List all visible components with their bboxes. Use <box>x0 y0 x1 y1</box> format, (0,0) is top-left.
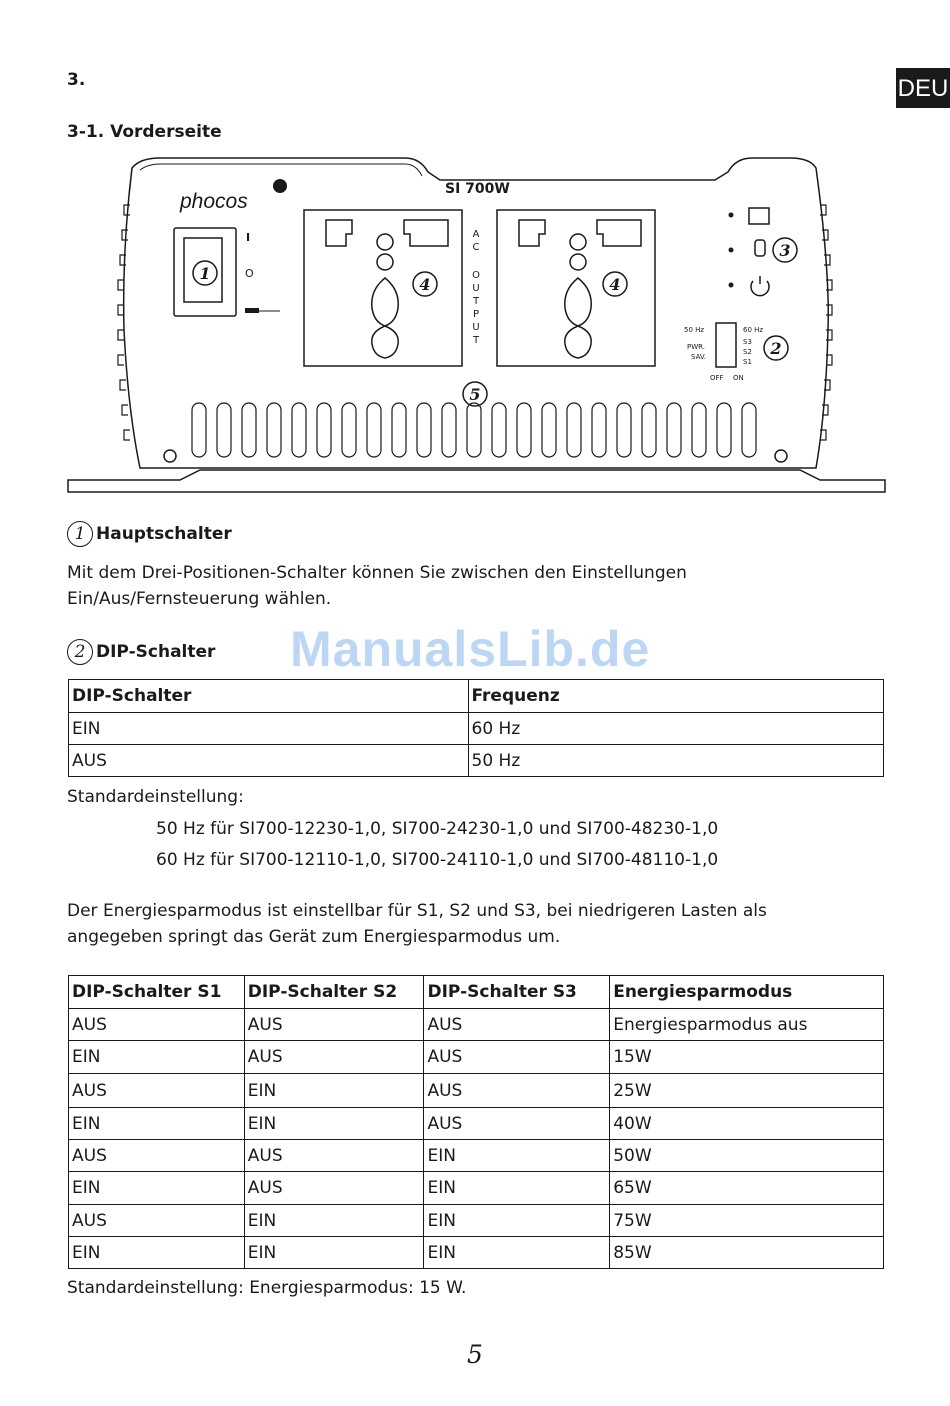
table-row <box>69 745 884 777</box>
header-cell: Frequenz <box>468 680 884 713</box>
frequency-table <box>68 679 884 777</box>
default-setting-line: 50 Hz für SI700-12230-1,0, SI700-24230-1,0 und SI700-48230-1,0 <box>156 819 719 839</box>
table-cell: AUS <box>69 1140 245 1172</box>
table-cell: EIN <box>69 1041 245 1074</box>
table-cell: AUS <box>244 1172 424 1205</box>
callout-number-1: 1 <box>67 521 93 547</box>
svg-text:U: U <box>472 322 480 333</box>
svg-text:A: A <box>472 229 480 240</box>
inverter-front-drawing <box>60 150 890 500</box>
table-cell: AUS <box>69 1205 245 1237</box>
table-cell: EIN <box>424 1172 610 1205</box>
table-cell: AUS <box>244 1041 424 1074</box>
svg-text:2: 2 <box>770 339 782 358</box>
section-heading: 3-1. Vorderseite <box>67 122 222 142</box>
table-cell: EIN <box>424 1140 610 1172</box>
table-cell: 65W <box>610 1172 884 1205</box>
svg-text:SAV.: SAV. <box>691 353 707 361</box>
svg-text:S3: S3 <box>743 338 752 346</box>
table-row <box>69 1205 884 1237</box>
table-cell: 50 Hz <box>468 745 884 777</box>
table-cell: AUS <box>69 1074 245 1108</box>
svg-text:S1: S1 <box>743 358 752 366</box>
output-label <box>472 229 480 346</box>
table-cell: AUS <box>244 1140 424 1172</box>
default-setting-line: 60 Hz für SI700-12110-1,0, SI700-24110-1,0 und SI700-48110-1,0 <box>156 850 719 870</box>
table-cell: EIN <box>424 1237 610 1269</box>
table-header-row <box>69 680 884 713</box>
table-row <box>69 1140 884 1172</box>
page-number: 5 <box>467 1340 483 1369</box>
table-cell: 60 Hz <box>468 713 884 745</box>
callout-number-2: 2 <box>67 639 93 665</box>
text-line: Der Energiesparmodus ist einstellbar für S1, S2 und S3, bei niedrigeren Lasten als <box>67 901 767 921</box>
table-cell: Energiesparmodus aus <box>610 1009 884 1041</box>
dip-switch-heading <box>67 639 215 665</box>
table-cell: EIN <box>244 1074 424 1108</box>
header-cell: DIP-Schalter S1 <box>69 976 245 1009</box>
header-cell: Energiesparmodus <box>610 976 884 1009</box>
table-cell: EIN <box>244 1237 424 1269</box>
energy-saving-default-note: Standardeinstellung: Energiesparmodus: 15 W. <box>67 1278 467 1298</box>
svg-text:3: 3 <box>779 241 791 260</box>
table-cell: AUS <box>424 1074 610 1108</box>
text-line: Ein/Aus/Fernsteuerung wählen. <box>67 589 332 609</box>
main-switch-heading <box>67 521 232 547</box>
chapter-number: 3. <box>67 70 86 90</box>
table-cell: AUS <box>424 1041 610 1074</box>
switch-mark-on: I <box>246 231 251 244</box>
svg-text:O: O <box>472 270 480 281</box>
table-cell: EIN <box>69 1172 245 1205</box>
main-switch-title: Hauptschalter <box>96 524 232 544</box>
table-row <box>69 1074 884 1108</box>
svg-text:ON: ON <box>733 374 744 382</box>
header-cell: DIP-Schalter S2 <box>244 976 424 1009</box>
svg-text:4: 4 <box>419 275 431 294</box>
svg-text:P: P <box>472 309 480 320</box>
svg-text:OFF: OFF <box>710 374 724 382</box>
table-cell: 50W <box>610 1140 884 1172</box>
table-cell: AUS <box>424 1108 610 1140</box>
table-cell: EIN <box>69 1108 245 1140</box>
svg-text:50 Hz: 50 Hz <box>684 326 705 334</box>
watermark: ManualsLib.de <box>290 621 651 677</box>
table-cell: EIN <box>69 1237 245 1269</box>
dip-switch-title: DIP-Schalter <box>96 642 216 662</box>
table-cell: AUS <box>69 1009 245 1041</box>
table-cell: 25W <box>610 1074 884 1108</box>
main-switch-description <box>67 560 687 612</box>
table-row <box>69 1108 884 1140</box>
svg-text:S2: S2 <box>743 348 752 356</box>
text-line: angegeben springt das Gerät zum Energiesparmodus um. <box>67 927 561 947</box>
table-cell: 15W <box>610 1041 884 1074</box>
table-row <box>69 1009 884 1041</box>
svg-text:T: T <box>472 296 480 307</box>
energy-saving-table <box>68 975 884 1269</box>
table-cell: EIN <box>69 713 469 745</box>
callout-numbers <box>199 241 790 404</box>
table-cell: AUS <box>69 745 469 777</box>
header-cell: DIP-Schalter S3 <box>424 976 610 1009</box>
default-setting-label: Standardeinstellung: <box>67 787 244 807</box>
svg-text:5: 5 <box>469 385 481 404</box>
model-label: SI 700W <box>445 181 510 197</box>
svg-text:60 Hz: 60 Hz <box>743 326 764 334</box>
dip-labels <box>684 326 763 382</box>
text-line: Mit dem Drei-Positionen-Schalter können Sie zwischen den Einstellungen <box>67 563 687 583</box>
table-cell: EIN <box>424 1205 610 1237</box>
table-row <box>69 1237 884 1269</box>
table-row <box>69 1172 884 1205</box>
language-tab: DEU <box>896 68 950 108</box>
table-cell: 40W <box>610 1108 884 1140</box>
table-cell: EIN <box>244 1205 424 1237</box>
table-cell: AUS <box>424 1009 610 1041</box>
table-cell: 75W <box>610 1205 884 1237</box>
table-cell: 85W <box>610 1237 884 1269</box>
table-cell: AUS <box>244 1009 424 1041</box>
switch-mark-off: O <box>245 267 254 280</box>
svg-text:1: 1 <box>199 264 211 283</box>
header-cell: DIP-Schalter <box>69 680 469 713</box>
svg-text:C: C <box>472 242 480 253</box>
svg-text:U: U <box>472 283 480 294</box>
svg-text:T: T <box>472 335 480 346</box>
table-cell: EIN <box>244 1108 424 1140</box>
table-row <box>69 1041 884 1074</box>
table-header-row <box>69 976 884 1009</box>
svg-text:PWR.: PWR. <box>687 343 705 351</box>
brand-logo: phocos <box>180 190 248 213</box>
energy-saving-description <box>67 898 767 950</box>
table-row <box>69 713 884 745</box>
svg-text:4: 4 <box>609 275 621 294</box>
